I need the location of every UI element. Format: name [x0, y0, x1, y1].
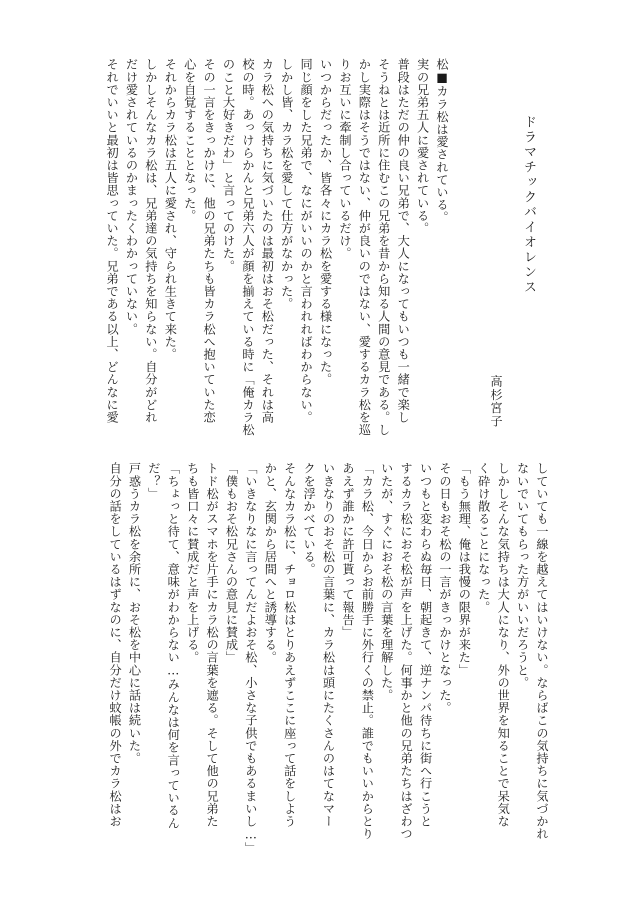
text-line: ちも皆口々に賛成だと声を上げる。	[185, 462, 200, 664]
text-line: いきなりのおそ松の言葉に、カラ松は頭にたくさんのはてなマー	[321, 462, 336, 828]
text-line: 松■カラ松は愛されている。	[435, 58, 449, 224]
text-line: そうねとは近所に住むこの兄弟を昔から知る人間の意見である。し	[376, 58, 391, 436]
story-title: ドラマチックバイオレンス	[521, 115, 536, 295]
text-line: 同じ顔をした兄弟で、なにがいいのかと言われればわからない。	[299, 58, 314, 424]
text-line: 普段はただの仲の良い兄弟で、大人になってもいつも一緒で楽し	[396, 58, 411, 424]
text-line: していても一線を越えてはいけない。ならばこの気持ちに気づかれ	[535, 462, 549, 840]
text-line: 「カラ松、今日からお前勝手に外行くの禁止。誰でもいいからとり	[360, 462, 375, 840]
text-line: 自分の話をしているはずなのに、自分だけ蚊帳の外でカラ松はお	[108, 462, 123, 828]
upper-text-block	[102, 58, 451, 448]
text-line: いたが、すぐにおそ松の言葉を理解した。	[379, 462, 394, 702]
text-line: 心を自覚することとなった。	[182, 58, 197, 222]
text-line: それからカラ松は五人に愛され、守られ生きて来た。	[163, 58, 178, 361]
text-line: 戸惑うカラ松を余所に、おそ松を中心に話は続いた。	[127, 462, 142, 765]
text-line: だけ愛されているのかまったくわかっていない。	[124, 58, 139, 336]
text-line: ないでいてもらった方がいいだろうと。	[515, 462, 530, 689]
text-line: 「僕もおそ松兄さんの意見に賛成」	[224, 462, 239, 664]
text-line: かし実際はそうではない、仲が良いのではない、愛するカラ松を巡	[357, 58, 372, 436]
text-line: カラ松への気持ちに気づいたのは最初はおそ松だった、それは高	[260, 58, 275, 424]
text-line: トド松がスマホを片手にカラ松の言葉を遮る。そして他の兄弟た	[205, 462, 220, 828]
text-line: 「もう無理、俺は我慢の限界が来た」	[457, 462, 472, 677]
text-line: りお互いに牽制し合っているだけ。	[337, 58, 352, 260]
text-line: だ？」	[146, 462, 161, 500]
text-line: いつからだったか、皆各々にカラ松を愛する様になった。	[318, 58, 333, 386]
text-line: そんなカラ松に、チョロ松はとりあえずここに座って話をしよう	[282, 462, 297, 828]
text-line: するカラ松におそ松が声を上げた。何事かと他の兄弟たちはざわつ	[399, 462, 414, 840]
text-line: あえず誰かに許可貰って報告」	[340, 462, 355, 639]
text-line: しかしそんなカラ松は、兄弟達の気持ちを知らない。自分がどれ	[143, 58, 158, 424]
lower-text-block	[105, 462, 551, 855]
text-line: しかし皆、カラ松を愛して仕方がなかった。	[279, 58, 294, 310]
text-line: 「ちょっと待て、意味がわからない…みんなは何を言っているん	[166, 462, 181, 830]
text-line: その日もおそ松の一言がきっかけとなった。	[437, 462, 452, 714]
text-line: く砕け散ることになった。	[476, 462, 491, 614]
text-line: いつもと変わらぬ毎日、朝起きて、逆ナンパ待ちに街へ行こうと	[418, 462, 433, 828]
text-line: 実の兄弟五人に愛されている。	[415, 58, 430, 235]
text-line: 「いきなりなに言ってんだよおそ松、小さな子供でもあるまいし…」	[243, 462, 258, 855]
text-line: かと、玄関から居間へと誘導する。	[263, 462, 278, 664]
text-line: しかしそんな気持ちは大人になり、外の世界を知ることで呆気な	[496, 462, 511, 828]
text-line: のこと大好きだわ」と言ってのけた。	[221, 58, 236, 273]
text-line: その一言をきっかけに、他の兄弟たちも皆カラ松へ抱いていた恋	[202, 58, 217, 424]
text-line: 校の時。あっけらかんと兄弟六人が顔を揃えている時に「俺カラ松	[240, 58, 255, 436]
text-line: それでいいと最初は皆思っていた。兄弟である以上、どんなに愛	[105, 58, 120, 424]
text-line: クを浮かべている。	[302, 462, 317, 576]
author-name: 高杉宮子	[489, 375, 503, 428]
